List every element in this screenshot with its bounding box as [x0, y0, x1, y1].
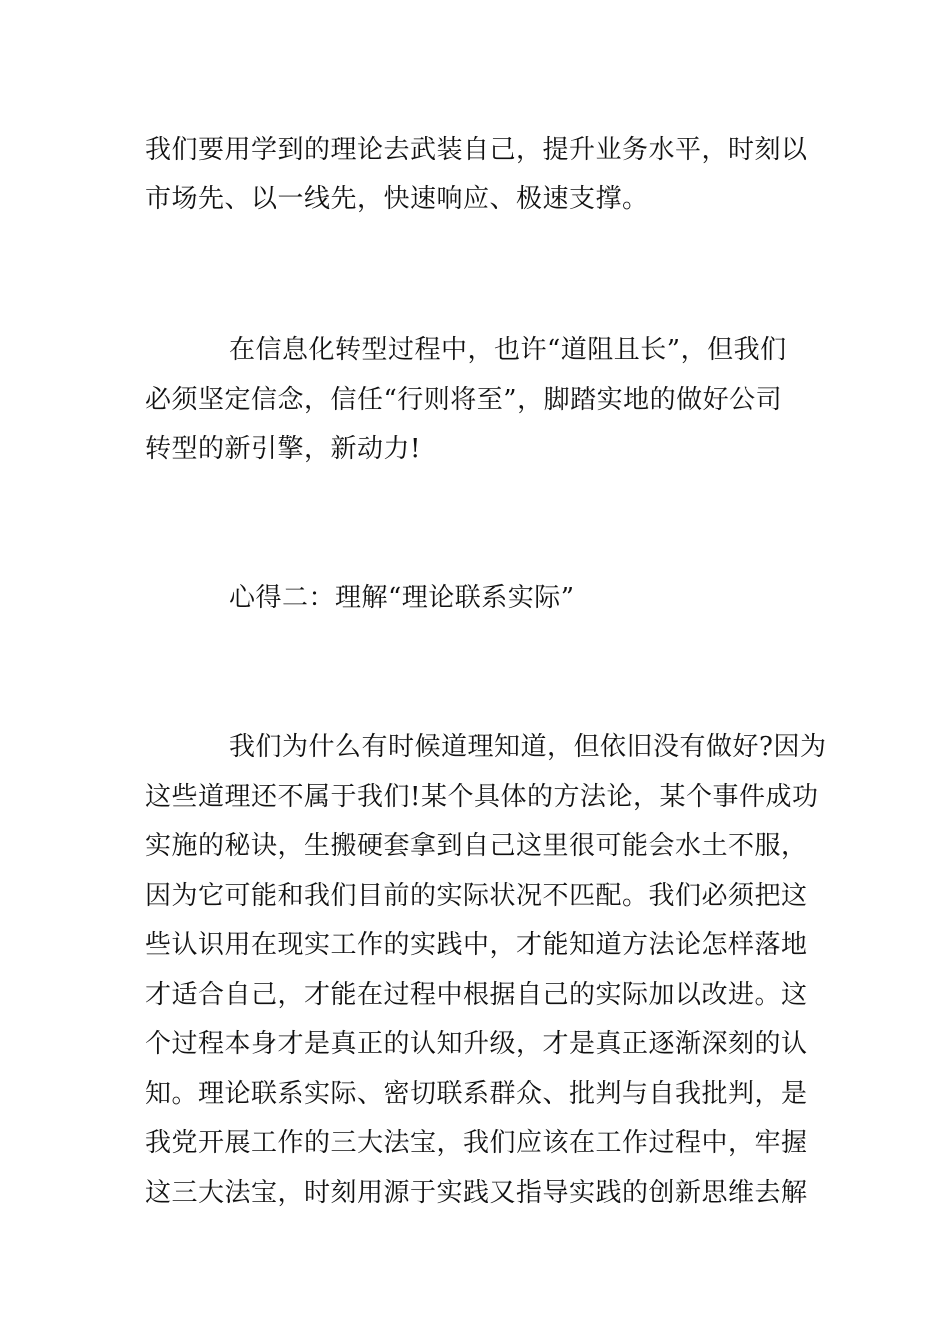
paragraph-3-line-2: 这些道理还不属于我们!某个具体的方法论，某个事件成功 [145, 782, 819, 812]
paragraph-3-line-3: 实施的秘诀，生搬硬套拿到自己这里很可能会水土不服， [145, 831, 808, 861]
paragraph-3-line-9: 我党开展工作的三大法宝，我们应该在工作过程中，牢握 [145, 1128, 808, 1158]
paragraph-2-line-3: 转型的新引擎，新动力! [145, 434, 421, 464]
paragraph-1-line-2: 市场先、以一线先，快速响应、极速支撑。 [145, 184, 649, 214]
paragraph-3-line-10: 这三大法宝，时刻用源于实践又指导实践的创新思维去解 [145, 1178, 808, 1208]
paragraph-3-line-7: 个过程本身才是真正的认知升级，才是真正逐渐深刻的认 [145, 1029, 808, 1059]
paragraph-3-line-8: 知。理论联系实际、密切联系群众、批判与自我批判，是 [145, 1079, 808, 1109]
paragraph-3-line-6: 才适合自己，才能在过程中根据自己的实际加以改进。这 [145, 980, 808, 1010]
section-heading: 心得二：理解“理论联系实际” [229, 583, 575, 613]
paragraph-3-line-1: 我们为什么有时候道理知道，但依旧没有做好?因为 [229, 732, 827, 762]
paragraph-3-line-4: 因为它可能和我们目前的实际状况不匹配。我们必须把这 [145, 881, 808, 911]
paragraph-2-line-2: 必须坚定信念，信任“行则将至”，脚踏实地的做好公司 [145, 385, 783, 415]
paragraph-1-line-1: 我们要用学到的理论去武装自己，提升业务水平，时刻以 [145, 135, 808, 165]
paragraph-2-line-1: 在信息化转型过程中，也许“道阻且长”，但我们 [229, 335, 787, 365]
paragraph-3-line-5: 些认识用在现实工作的实践中，才能知道方法论怎样落地 [145, 930, 808, 960]
